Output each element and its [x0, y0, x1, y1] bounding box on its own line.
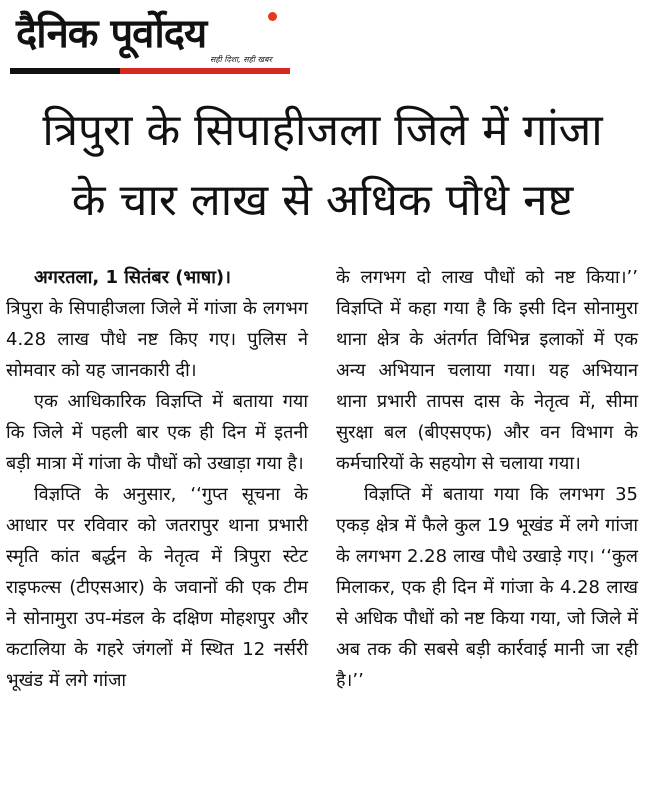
masthead-rule	[10, 68, 290, 74]
masthead	[10, 4, 290, 76]
article-column-left	[6, 262, 308, 696]
paragraph: विज्ञप्ति में बताया गया कि लगभग 35 एकड़ क्षेत्र में फैले कुल 19 भूखंड में लगे गांजा के लगभग 2.28 लाख पौधे उखाड़े गए। ‘‘कुल मिलाकर, एक ही दिन में गांजा के 4.28 लाख से अधिक पौधों को नष्ट किया गया, जो जिले में अब तक की सबसे बड़ी कार्रवाई मानी जा रही है।’’	[336, 484, 638, 691]
tagline: सही दिशा, सही खबर	[210, 55, 272, 64]
dateline-text: अगरतला, 1 सितंबर (भाषा)।	[34, 267, 231, 288]
headline-line-2: के चार लाख से अधिक पौधे नष्ट	[71, 175, 574, 226]
paragraph: एक आधिकारिक विज्ञप्ति में बताया गया कि जिले में पहली बार एक ही दिन में इतनी बड़ी मात्रा में गांजा के पौधों को उखाड़ा गया है।	[6, 391, 308, 474]
paragraph: के लगभग दो लाख पौधों को नष्ट किया।’’ विज्ञप्ति में कहा गया है कि इसी दिन सोनामुरा थाना क्षेत्र के अंतर्गत विभिन्न इलाकों में एक अन्य अभियान चलाया गया। यह अभियान थाना प्रभारी तापस दास के नेतृत्व में, सीमा सुरक्षा बल (बीएसएफ) और वन विभाग के कर्मचारियों के सहयोग से चलाया गया।	[336, 267, 638, 474]
logo-sun-icon	[268, 12, 277, 21]
newspaper-logo: दैनिक पूर्वोदय	[16, 11, 207, 57]
dateline	[6, 262, 308, 293]
headline-line-1: त्रिपुरा के सिपाहीजला जिले में गांजा	[42, 105, 603, 156]
paragraph: विज्ञप्ति के अनुसार, ‘‘गुप्त सूचना के आधार पर रविवार को जतरापुर थाना प्रभारी स्मृति कांत बर्द्धन के नेतृत्व में त्रिपुरा स्टेट राइफल्स (टीएसआर) के जवानों की एक टीम ने सोनामुरा उप-मंडल के दक्षिण मोहशपुर और कटालिया के गहरे जंगलों में स्थित 12 नर्सरी भूखंड में लगे गांजा	[6, 484, 308, 691]
headline	[0, 96, 645, 236]
article-column-right	[336, 262, 638, 696]
paragraph: त्रिपुरा के सिपाहीजला जिले में गांजा के लगभग 4.28 लाख पौधे नष्ट किए गए। पुलिस ने सोमवार को यह जानकारी दी।	[6, 298, 308, 381]
